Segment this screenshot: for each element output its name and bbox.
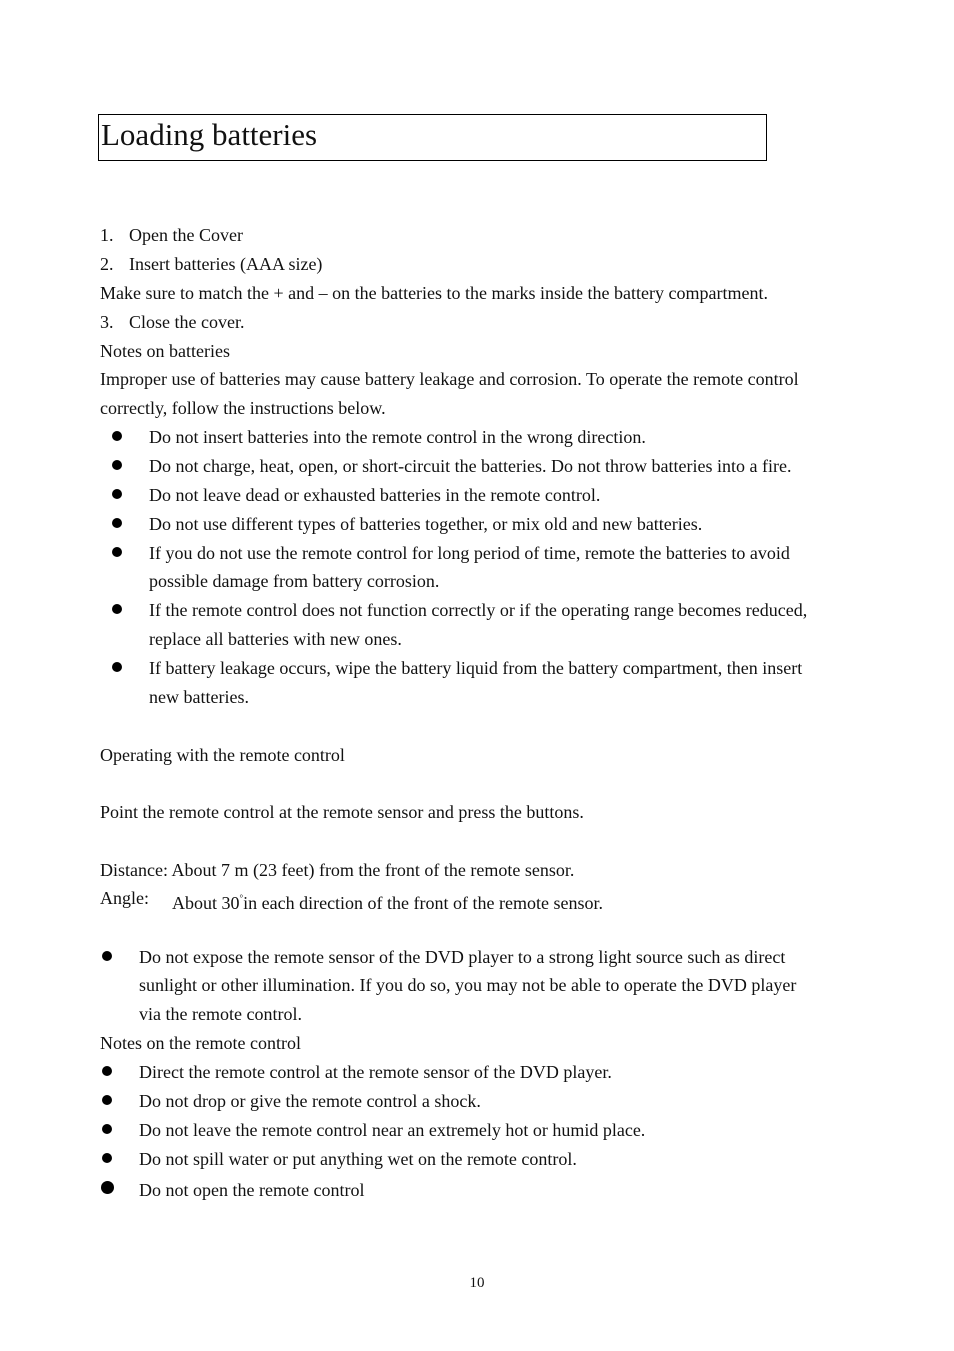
notes-remote-heading: Notes on the remote control: [100, 1033, 301, 1053]
battery-note: If the remote control does not function correctly or if the operating range becomes reduced,: [149, 600, 808, 620]
bullet-icon: [112, 518, 122, 528]
expose-warning: Do not expose the remote sensor of the DVD player to a strong light source such as direct: [139, 947, 786, 967]
step-text: Close the cover.: [129, 312, 245, 332]
battery-note: If battery leakage occurs, wipe the battery liquid from the battery compartment, then insert: [149, 658, 803, 678]
operating-heading: Operating with the remote control: [100, 745, 345, 765]
bullet-icon: [101, 1181, 114, 1194]
angle-pre: About 30: [172, 893, 240, 913]
battery-note: Do not leave dead or exhausted batteries in the remote control.: [149, 485, 601, 505]
degree-symbol: °: [239, 893, 244, 903]
bullet-icon: [102, 1066, 112, 1076]
bullet-icon: [112, 431, 122, 441]
battery-note-cont: replace all batteries with new ones.: [149, 629, 402, 649]
improper-use-text: Improper use of batteries may cause battery leakage and corrosion. To operate the remote control: [100, 369, 799, 389]
battery-note-cont: possible damage from battery corrosion.: [149, 571, 440, 591]
bullet-icon: [102, 1153, 112, 1163]
battery-note: Do not insert batteries into the remote control in the wrong direction.: [149, 427, 646, 447]
remote-note: Do not spill water or put anything wet on the remote control.: [139, 1149, 577, 1169]
page-number: 10: [469, 1275, 485, 1291]
match-note: Make sure to match the + and – on the batteries to the marks inside the battery compartment.: [100, 283, 768, 303]
bullet-icon: [112, 662, 122, 672]
bullet-icon: [112, 604, 122, 614]
angle-label: Angle:: [100, 888, 149, 908]
battery-note: If you do not use the remote control for long period of time, remote the batteries to avoid: [149, 543, 790, 563]
step-item: [100, 253, 323, 275]
bullet-icon: [112, 489, 122, 499]
battery-note: Do not charge, heat, open, or short-circuit the batteries. Do not throw batteries into a fire.: [149, 456, 792, 476]
step-item: [100, 224, 243, 246]
angle-spec: [100, 887, 603, 913]
remote-note: Do not open the remote control: [139, 1180, 365, 1200]
battery-note: Do not use different types of batteries together, or mix old and new batteries.: [149, 514, 703, 534]
remote-note: Do not drop or give the remote control a shock.: [139, 1091, 481, 1111]
step-number: 1.: [100, 225, 114, 245]
bullet-icon: [102, 1095, 112, 1105]
remote-note: Do not leave the remote control near an extremely hot or humid place.: [139, 1120, 646, 1140]
angle-post: in each direction of the front of the remote sensor.: [243, 893, 603, 913]
remote-note: Direct the remote control at the remote sensor of the DVD player.: [139, 1062, 612, 1082]
section-title-box: [98, 114, 767, 161]
bullet-icon: [112, 547, 122, 557]
step-number: 2.: [100, 254, 114, 274]
expose-warning-cont: sunlight or other illumination. If you do so, you may not be able to operate the DVD player: [139, 975, 797, 995]
angle-value: [172, 887, 603, 914]
section-title: Loading batteries: [101, 117, 318, 152]
bullet-icon: [102, 951, 112, 961]
improper-use-text-cont: correctly, follow the instructions below.: [100, 398, 386, 418]
point-instruction: Point the remote control at the remote sensor and press the buttons.: [100, 802, 584, 822]
bullet-icon: [112, 460, 122, 470]
distance-spec: Distance: About 7 m (23 feet) from the front of the remote sensor.: [100, 860, 575, 880]
expose-warning-cont: via the remote control.: [139, 1004, 302, 1024]
notes-batteries-heading: Notes on batteries: [100, 341, 230, 361]
step-number: 3.: [100, 312, 114, 332]
battery-note-cont: new batteries.: [149, 687, 249, 707]
step-item: [100, 311, 245, 333]
bullet-icon: [102, 1124, 112, 1134]
step-text: Open the Cover: [129, 225, 243, 245]
step-text: Insert batteries (AAA size): [129, 254, 323, 274]
